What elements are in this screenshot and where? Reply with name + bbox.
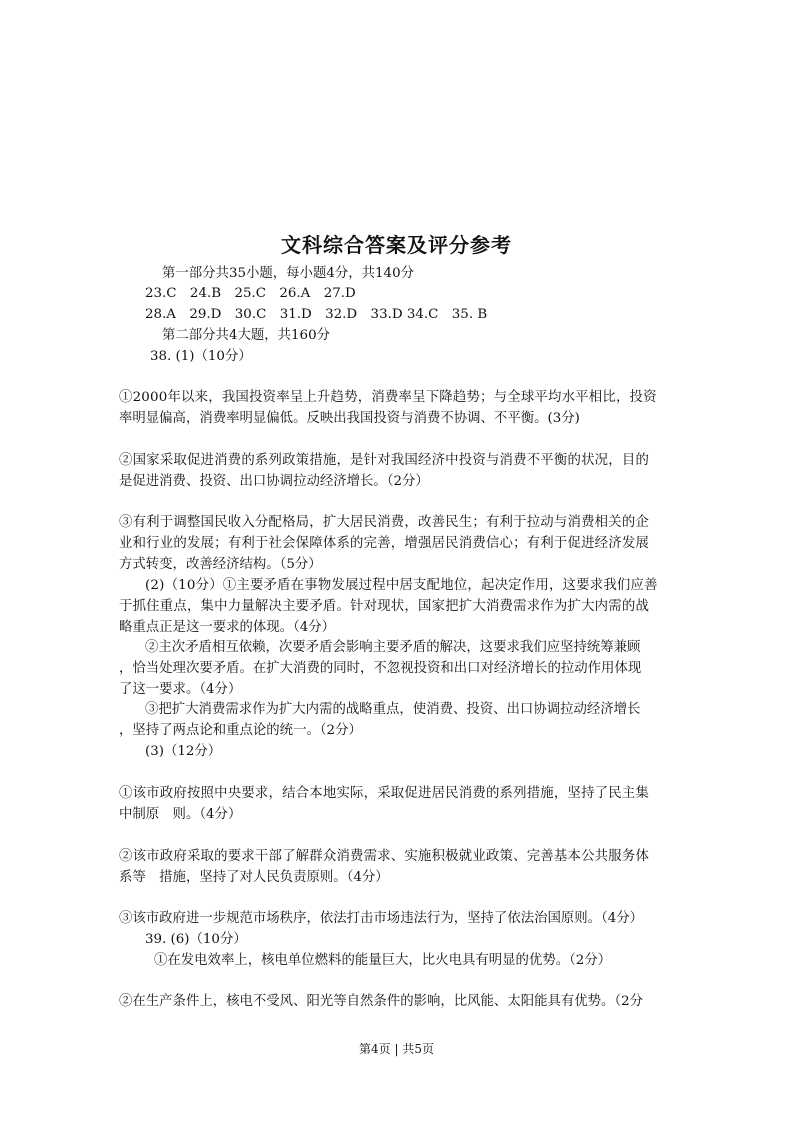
text-line: ③该市政府进一步规范市场秩序，依法打击市场违法行为，坚持了依法治国原则。（4分） bbox=[119, 911, 644, 926]
text-line: ②在生产条件上，核电不受风、阳光等自然条件的影响，比风能、太阳能具有优势。（2分 bbox=[119, 994, 644, 1009]
page-footer: 第4页 | 共5页 bbox=[359, 1042, 434, 1056]
text-line: 38. (1)（10分） bbox=[150, 349, 252, 364]
text-line: ①在发电效率上，核电单位燃料的能量巨大，比火电具有明显的优势。（2分） bbox=[154, 953, 612, 968]
text-line: ，坚持了两点论和重点论的统一。（2分） bbox=[119, 723, 362, 738]
text-line: 于抓住重点，集中力量解决主要矛盾。针对现状，国家把扩大消费需求作为扩大内需的战 bbox=[119, 599, 650, 614]
text-line: 略重点正是这一要求的体现。（4分） bbox=[119, 620, 336, 635]
text-line: 23.C 24.B 25.C 26.A 27.D bbox=[145, 286, 356, 301]
text-line: 方式转变，改善经济结构。（5分） bbox=[119, 557, 322, 572]
text-line: ，恰当处理次要矛盾。在扩大消费的同时，不忽视投资和出口对经济增长的拉动作用体现 bbox=[119, 661, 642, 676]
text-line: ②该市政府采取的要求干部了解群众消费需求、实施积极就业政策、完善基本公共服务体 bbox=[119, 849, 650, 864]
text-line: 39. (6)（10分） bbox=[145, 932, 247, 947]
text-line: 中制原 则。（4分） bbox=[119, 807, 242, 822]
text-line: (3)（12分） bbox=[145, 744, 222, 759]
text-line: ③有利于调整国民收入分配格局，扩大居民消费，改善民生；有利于拉动与消费相关的企 bbox=[119, 515, 650, 530]
page-title: 文科综合答案及评分参考 bbox=[281, 233, 512, 257]
text-line: 第二部分共4大题，共160分 bbox=[162, 328, 330, 343]
text-line: ②主次矛盾相互依赖，次要矛盾会影响主要矛盾的解决，这要求我们应坚持统筹兼顾 bbox=[145, 640, 641, 655]
text-line: ②国家采取促进消费的系列政策措施，是针对我国经济中投资与消费不平衡的状况，目的 bbox=[119, 453, 650, 468]
text-line: 了这一要求。（4分） bbox=[119, 682, 242, 697]
text-line: 第一部分共35小题，每小题4分，共140分 bbox=[162, 266, 414, 281]
text-line: (2)（10分）①主要矛盾在事物发展过程中居支配地位，起决定作用，这要求我们应善 bbox=[145, 578, 658, 593]
text-line: 系等 措施，坚持了对人民负责原则。（4分） bbox=[119, 870, 389, 885]
text-line: ③把扩大消费需求作为扩大内需的战略重点，使消费、投资、出口协调拉动经济增长 bbox=[145, 702, 641, 717]
text-line: 率明显偏高，消费率明显偏低。反映出我国投资与消费不协调、不平衡。(3分) bbox=[119, 411, 580, 426]
text-line: ①该市政府按照中央要求，结合本地实际，采取促进居民消费的系列措施，坚持了民主集 bbox=[119, 786, 650, 801]
text-line: ①2000年以来，我国投资率呈上升趋势，消费率呈下降趋势；与全球平均水平相比，投资 bbox=[119, 390, 657, 405]
text-line: 业和行业的发展；有利于社会保障体系的完善，增强居民消费信心；有利于促进经济发展 bbox=[119, 536, 650, 551]
text-line: 28.A 29.D 30.C 31.D 32.D 33.D 34.C 35. B bbox=[145, 307, 488, 322]
text-line: 是促进消费、投资、出口协调拉动经济增长。（2分） bbox=[119, 474, 429, 489]
